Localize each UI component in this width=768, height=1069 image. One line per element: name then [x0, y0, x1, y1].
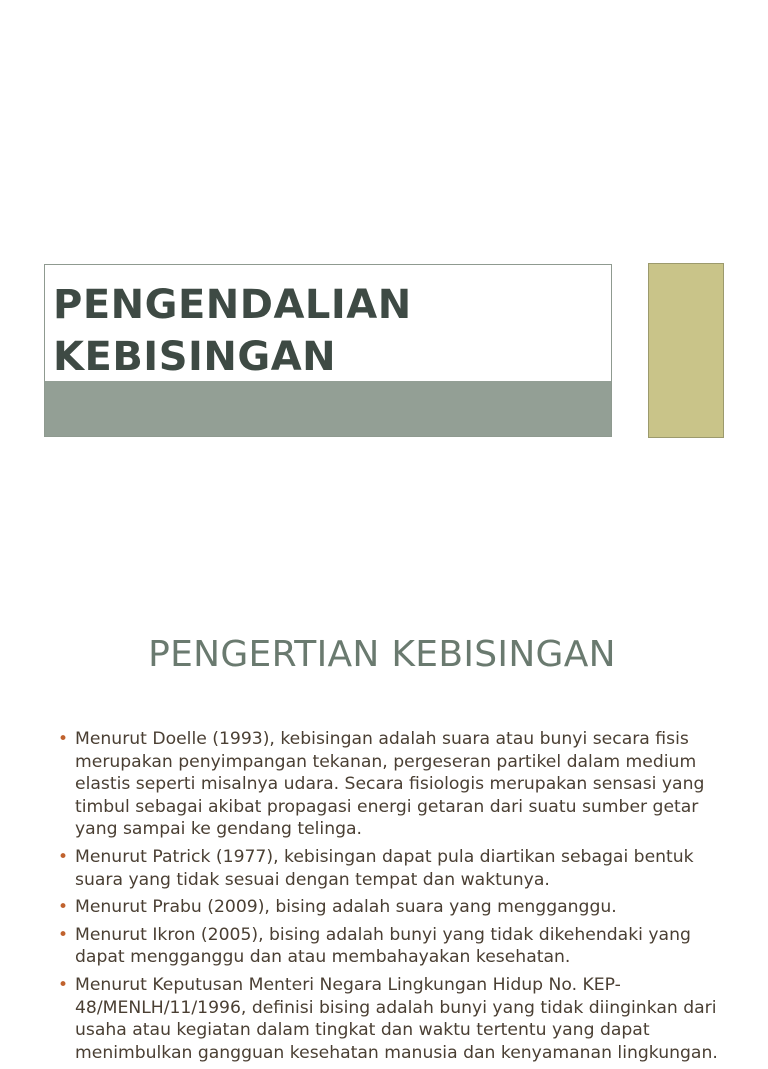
bullet-item	[58, 846, 730, 891]
slide-title: PENGENDALIAN KEBISINGAN	[53, 282, 412, 380]
bullet-item	[58, 974, 730, 1064]
content-slide	[0, 576, 768, 1063]
bullet-text: Menurut Prabu (2009), bising adalah suara yang mengganggu.	[75, 897, 617, 918]
bullet-dot-icon: •	[58, 846, 69, 867]
bullet-text: Menurut Patrick (1977), kebisingan dapat pula diartikan sebagai bentuk suara yang tidak sesuai dengan tempat dan waktunya.	[75, 846, 694, 890]
title-box	[44, 264, 612, 437]
bullet-dot-icon: •	[58, 924, 69, 945]
bullet-item	[58, 924, 730, 969]
bullet-text: Menurut Doelle (1993), kebisingan adalah suara atau bunyi secara fisis merupakan penyimpangan tekanan, pergeseran partikel dalam medium elastis seperti misalnya udara. Secara fisiologis merupakan sensasi yang timbul sebagai akibat propagasi energi getaran dari suatu sumber getar yang sampai ke gendang telinga.	[75, 729, 705, 840]
bullet-text: Menurut Keputusan Menteri Negara Lingkungan Hidup No. KEP-48/MENLH/11/1996, definisi bising adalah bunyi yang tidak diinginkan dari usaha atau kegiatan dalam tingkat dan waktu tertentu yang dapat menimbulkan gangguan kesehatan manusia dan kenyamanan lingkungan.	[75, 974, 718, 1063]
title-band	[45, 381, 611, 436]
bullet-item	[58, 728, 730, 841]
bullet-item	[58, 896, 730, 919]
bullet-text: Menurut Ikron (2005), bising adalah bunyi yang tidak dikehendaki yang dapat mengganggu dan atau membahayakan kesehatan.	[75, 924, 691, 968]
bullet-dot-icon: •	[58, 974, 69, 995]
bullet-dot-icon: •	[58, 729, 69, 749]
accent-block	[648, 263, 724, 438]
bullet-dot-icon: •	[58, 897, 69, 918]
section-heading: PENGERTIAN KEBISINGAN	[148, 634, 616, 675]
bullet-list	[58, 728, 730, 1069]
